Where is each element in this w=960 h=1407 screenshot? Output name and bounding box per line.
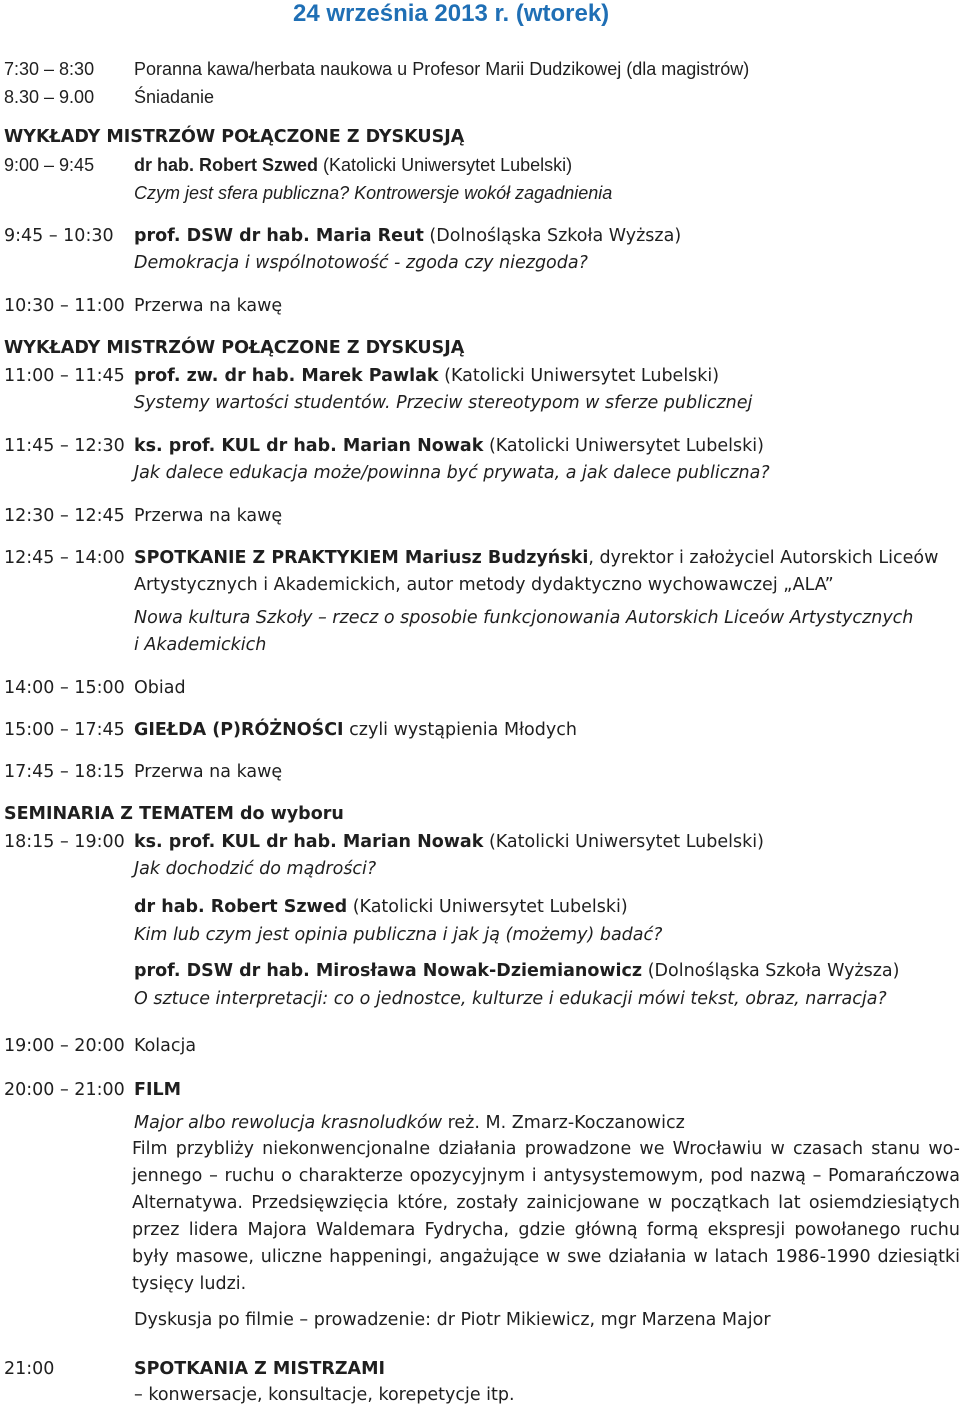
time-slot: 15:00 – 17:45: [4, 720, 125, 740]
agenda-item: [134, 153, 572, 177]
agenda-item: [134, 718, 577, 742]
agenda-item: Przerwa na kawę: [134, 296, 283, 316]
agenda-item: Kolacja: [134, 1036, 197, 1056]
agenda-item: Przerwa na kawę: [134, 506, 283, 526]
speaker-name: dr hab. Robert Szwed: [134, 155, 319, 175]
speaker-name: prof. DSW dr hab. Maria Reut: [134, 226, 424, 246]
agenda-item: [134, 959, 899, 983]
agenda-item: Poranna kawa/herbata naukowa u Profesor Marii Dudzikowej (dla magistrów): [134, 59, 750, 79]
lecture-topic: Nowa kultura Szkoły – rzecz o sposobie funkcjonowania Autorskich Liceów Artystycznych: [134, 608, 914, 628]
event-title: GIEŁDA (P)RÓŻNOŚCI: [134, 720, 344, 740]
time-slot: 11:00 – 11:45: [4, 366, 125, 386]
agenda-item: [134, 546, 938, 570]
film-discussion: Dyskusja po filmie – prowadzenie: dr Piotr Mikiewicz, mgr Marzena Major: [134, 1310, 771, 1330]
agenda-item: [134, 434, 764, 458]
section-heading: SEMINARIA Z TEMATEM do wyboru: [4, 804, 344, 824]
film-desc-line: przez lidera Majora Waldemara Fydrycha, gdzie główną formą ekspresji powołanego ruchu: [132, 1220, 960, 1240]
affiliation: (Dolnośląska Szkoła Wyższa): [647, 961, 900, 981]
section-heading: WYKŁADY MISTRZÓW POŁĄCZONE Z DYSKUSJĄ: [4, 338, 465, 358]
lecture-topic: Demokracja i wspólnotowość - zgoda czy niezgoda?: [134, 253, 588, 273]
time-slot: 14:00 – 15:00: [4, 678, 125, 698]
affiliation: (Katolicki Uniwersytet Lubelski): [488, 436, 764, 456]
event-title: SPOTKANIA Z MISTRZAMI: [134, 1359, 386, 1379]
agenda-item: [134, 224, 681, 248]
time-slot: 7:30 – 8:30: [4, 59, 95, 79]
event-title: FILM: [134, 1080, 182, 1100]
time-slot: 18:15 – 19:00: [4, 832, 125, 852]
time-slot: 12:30 – 12:45: [4, 506, 125, 526]
lecture-topic: Kim lub czym jest opinia publiczna i jak ją (możemy) badać?: [134, 925, 663, 945]
film-desc-line: jennego – ruchu o charakterze opozycyjnym i antysystemowym, pod nazwą – Pomarańczowa: [132, 1166, 960, 1186]
time-slot: 9:00 – 9:45: [4, 155, 95, 175]
agenda-item: Obiad: [134, 678, 186, 698]
meeting-title: SPOTKANIE Z PRAKTYKIEM Mariusz Budzyński: [134, 548, 589, 568]
speaker-name: dr hab. Robert Szwed: [134, 897, 348, 917]
agenda-item: Przerwa na kawę: [134, 762, 283, 782]
lecture-topic: Systemy wartości studentów. Przeciw stereotypom w sferze publicznej: [134, 393, 753, 413]
lecture-topic: Czym jest sfera publiczna? Kontrowersje wokół zagadnienia: [134, 183, 613, 203]
lecture-topic: O sztuce interpretacji: co o jednostce, kulturze i edukacji mówi tekst, obraz, narracja?: [134, 989, 887, 1009]
affiliation: (Katolicki Uniwersytet Lubelski): [488, 832, 764, 852]
meeting-desc-cont: Artystycznych i Akademickich, autor metody dydaktyczno wychowawczej „ALA”: [134, 575, 834, 595]
film-desc-line: tysięcy ludzi.: [132, 1274, 247, 1294]
time-slot: 17:45 – 18:15: [4, 762, 125, 782]
film-director: reż. M. Zmarz-Koczanowicz: [447, 1113, 685, 1133]
lecture-topic: Jak dochodzić do mądrości?: [134, 859, 377, 879]
event-desc: – konwersacje, konsultacje, korepetycje itp.: [134, 1385, 515, 1405]
page-title-text: 24 września 2013 r. (wtorek): [293, 0, 610, 27]
speaker-name: prof. zw. dr hab. Marek Pawlak: [134, 366, 439, 386]
time-slot: 11:45 – 12:30: [4, 436, 125, 456]
meeting-desc: , dyrektor i założyciel Autorskich Liceów: [588, 548, 939, 568]
time-slot: 12:45 – 14:00: [4, 548, 125, 568]
film-desc-line: Alternatywa. Przedsięwzięcia które, zostały zainicjowane w początkach lat osiemdziesiątych: [132, 1193, 960, 1213]
speaker-name: ks. prof. KUL dr hab. Marian Nowak: [134, 832, 484, 852]
affiliation: (Dolnośląska Szkoła Wyższa): [429, 226, 682, 246]
time-slot: 10:30 – 11:00: [4, 296, 125, 316]
time-slot: 8.30 – 9.00: [4, 87, 95, 107]
film-credit: [134, 1111, 685, 1135]
affiliation: (Katolicki Uniwersytet Lubelski): [323, 155, 573, 175]
lecture-topic-cont: i Akademickich: [134, 635, 267, 655]
time-slot: 9:45 – 10:30: [4, 226, 114, 246]
agenda-item: [134, 364, 719, 388]
agenda-item: [134, 895, 628, 919]
time-slot: 20:00 – 21:00: [4, 1080, 125, 1100]
film-desc-line: były masowe, uliczne happeningi, angażujące w swe działania w latach 1986-1990 dziesiątki: [132, 1247, 960, 1267]
film-title: Major albo rewolucja krasnoludków: [134, 1113, 443, 1133]
speaker-name: prof. DSW dr hab. Mirosława Nowak-Dziemianowicz: [134, 961, 643, 981]
speaker-name: ks. prof. KUL dr hab. Marian Nowak: [134, 436, 484, 456]
affiliation: (Katolicki Uniwersytet Lubelski): [444, 366, 720, 386]
agenda-item: Śniadanie: [134, 87, 215, 107]
time-slot: 21:00: [4, 1359, 55, 1379]
film-description: [132, 1136, 960, 1298]
time-slot: 19:00 – 20:00: [4, 1036, 125, 1056]
agenda-item: [134, 830, 764, 854]
affiliation: (Katolicki Uniwersytet Lubelski): [352, 897, 628, 917]
event-desc: czyli wystąpienia Młodych: [349, 720, 577, 740]
lecture-topic: Jak dalece edukacja może/powinna być prywata, a jak dalece publiczna?: [134, 463, 770, 483]
film-desc-line: Film przybliży niekonwencjonalne działania prowadzone we Wrocławiu w czasach stanu wo-: [132, 1139, 960, 1159]
section-heading: WYKŁADY MISTRZÓW POŁĄCZONE Z DYSKUSJĄ: [4, 127, 465, 147]
